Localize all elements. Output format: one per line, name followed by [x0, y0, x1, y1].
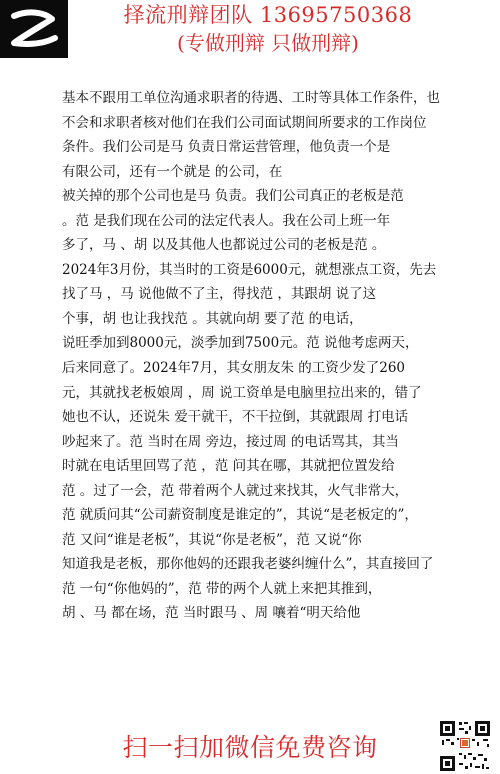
document-line-21: 范 一句“你他妈的”，范 带的两个人就上来把其推到，	[62, 580, 382, 597]
document-line-18: 范 就质问其“公司薪资制度是谁定的”，其说“是老板定的”，	[62, 507, 418, 524]
document-line-3: 条件。我们公司是马 负责日常运营管理，他负责一个是	[62, 139, 391, 156]
document-line-12: 后来同意了。2024年7月，其女朋友朱 的工资少发了260	[62, 360, 406, 377]
header-title: 择流刑辩团队 13695750368	[123, 3, 413, 27]
document-line-10: 个事，胡 也让我找范 。其就向胡 要了范 的电话，	[62, 310, 363, 327]
qr-code-icon[interactable]	[437, 718, 493, 774]
document-line-5: 被关掉的那个公司也是马 负责。我们公司真正的老板是范	[62, 188, 404, 205]
wechat-consult-cta: 扫一扫加微信免费咨询	[122, 733, 378, 762]
document-line-2: 不会和求职者核对他们在我们公司面试期间所要求的工作岗位	[62, 114, 427, 131]
document-line-16: 时就在电话里回骂了范 ，范 问其在哪，其就把位置发给	[62, 458, 395, 475]
document-line-19: 范 又问“谁是老板”，其说“你是老板”，范 又说“你	[62, 531, 362, 548]
document-line-14: 她也不认，还说朱 爱干就干，不干拉倒，其就跟周 打电话	[62, 409, 409, 426]
document-line-20: 知道我是老板，那你他妈的还跟我老婆纠缠什么”，其直接回了	[62, 556, 434, 573]
page-header	[0, 0, 500, 70]
document-line-22: 胡 、马 都在场，范 当时跟马 、周 嚷着“明天给他	[62, 605, 361, 622]
document-line-13: 元，其就找老板娘周 ，周 说工资单是电脑里拉出来的，错了	[62, 384, 422, 401]
brand-logo-icon	[0, 0, 68, 58]
document-line-7: 多了，马 、胡 以及其他人也都说过公司的老板是范 。	[62, 237, 386, 254]
document-line-17: 范 。过了一会，范 带着两个人就过来找其，火气非常大，	[62, 482, 409, 499]
document-line-4: 有限公司，还有一个就是 的公司，在	[62, 163, 283, 180]
document-line-8: 2024年3月份，其当时的工资是6000元，就想涨点工资，先去	[62, 261, 437, 278]
document-line-9: 找了马 ，马 说他做不了主，得找范 ，其跟胡 说了这	[62, 286, 377, 303]
page-footer	[0, 706, 500, 774]
document-line-11: 说旺季加到8000元，淡季加到7500元。范 说他考虑两天，	[62, 335, 419, 352]
document-line-1: 基本不跟用工单位沟通求职者的待遇、工时等具体工作条件，也	[62, 90, 440, 106]
header-subtitle: (专做刑辩 只做刑辩)	[177, 31, 359, 55]
document-line-15: 吵起来了。范 当时在周 旁边，接过周 的电话骂其，其当	[62, 433, 399, 450]
document-content	[62, 86, 462, 674]
document-line-6: 。范 是我们现在公司的法定代表人。我在公司上班一年	[62, 212, 391, 229]
